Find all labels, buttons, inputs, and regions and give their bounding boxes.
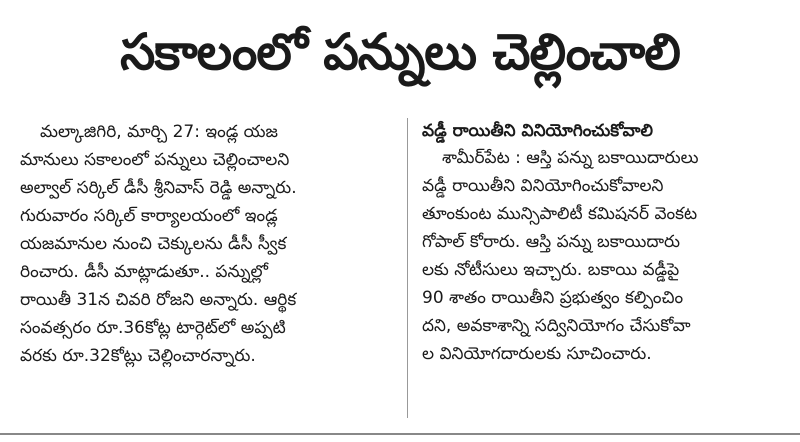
column-divider: [407, 118, 408, 418]
article-line: ల వినియోగదారులకు సూచించారు.: [422, 344, 652, 364]
article-line: సంవత్సరం రూ.36కోట్ల టార్గెట్‌లో అప్పటి: [20, 318, 286, 338]
article-line: 90 శాతం రాయితీని ప్రభుత్వం కల్పించిం: [422, 288, 684, 308]
article-line: రాయితీ 31న చివరి రోజని అన్నారు. ఆర్థిక: [20, 290, 297, 310]
article-line: వడ్డీ రాయితీని వినియోగించుకోవాలని: [422, 176, 664, 196]
article-line: దని, అవకాశాన్ని సద్వినియోగం చేసుకోవా: [422, 316, 691, 336]
bottom-rule: [0, 433, 800, 435]
article-line: వరకు రూ.32కోట్లు చెల్లించారన్నారు.: [20, 346, 256, 366]
article-line: మానులు సకాలంలో పన్నులు చెల్లించాలని: [20, 150, 290, 170]
left-article: [20, 118, 395, 370]
article-line: శామీర్‌పేట : ఆస్తి పన్ను బకాయిదారులు: [442, 148, 699, 168]
right-article-subhead: వడ్డీ రాయితీని వినియోగించుకోవాలి: [422, 121, 653, 141]
right-article: [422, 118, 778, 368]
article-line: గురువారం సర్కిల్ కార్యాలయంలో ఇండ్ల: [20, 206, 278, 226]
article-line: గోపాల్ కోరారు. ఆస్తి పన్ను బకాయిదారు: [422, 232, 681, 252]
headline: సకాలంలో పన్నులు చెల్లించాలి: [120, 23, 680, 81]
article-line: అల్వాల్ సర్కిల్ డీసీ శ్రీనివాస్ రెడ్డి అన్నారు.: [20, 178, 297, 198]
article-line: రించారు. డీసీ మాట్లాడుతూ.. పన్నుల్లో: [20, 262, 268, 282]
article-line: యజమానుల నుంచి చెక్కులను డీసీ స్వీక: [20, 234, 287, 254]
article-line: లకు నోటీసులు ఇచ్చారు. బకాయి వడ్డీపై: [422, 260, 680, 280]
article-line: తూంకుంట మున్సిపాలిటీ కమిషనర్ వెంకట: [422, 204, 698, 224]
article-line: మల్కాజిగిరి, మార్చి 27: ఇండ్ల యజ: [40, 122, 278, 142]
